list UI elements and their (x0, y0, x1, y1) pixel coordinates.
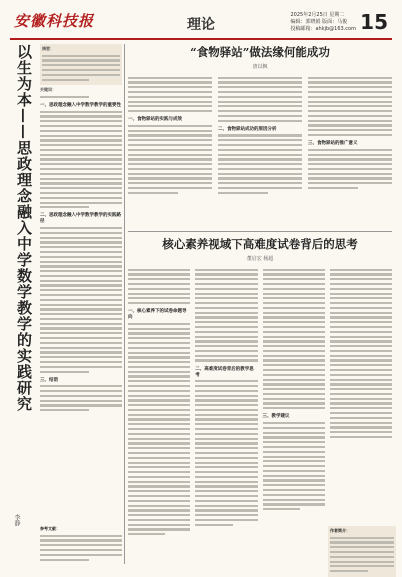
bottom-article-subhead-2: 二、高难度试卷背后的教学思考 (195, 366, 254, 378)
keywords (40, 87, 122, 98)
top-article-byline: 唐以枫 (252, 64, 268, 70)
bottom-article-subhead-1: 一、核心素养下的试卷命题导向 (128, 309, 187, 321)
left-article-title: 以生为本——思政理念融入中学数学教学的实践研究 (15, 44, 33, 412)
top-article-subhead-2: 二、食物驿站成功的原因分析 (218, 126, 277, 132)
masthead (10, 6, 392, 40)
bottom-article-subhead-3: 三、教学建议 (262, 414, 290, 420)
left-article-author: 李静 (13, 514, 20, 526)
issue-date: 2025年2月25日 星期二 (290, 12, 345, 18)
bottom-article-columns (128, 266, 392, 538)
left-section-heading-3: 三、结语 (40, 377, 58, 383)
masthead-rule (10, 38, 392, 40)
top-article (128, 44, 392, 229)
keywords-label: 关键词： (40, 87, 56, 93)
references (40, 526, 122, 563)
page-number: 15 (360, 10, 388, 34)
bottom-article-byline: 董启宏 杨超 (246, 256, 274, 262)
issue-editors: 编辑：郭晓娟 版面：马俊 (290, 19, 348, 25)
top-article-subhead-3: 三、食物驿站的推广意义 (308, 141, 358, 147)
section-title: 理论 (187, 17, 215, 33)
abstract-label: 摘要： (42, 46, 54, 51)
author-intro-label: 作者简介： (330, 528, 350, 533)
author-intro-box (328, 526, 396, 577)
bottom-article-headline: 核心素养视域下高难度试卷背后的思考 (162, 237, 358, 251)
left-section-heading-2: 二、思政理念融入中学数学教学的实践路径 (40, 213, 121, 225)
top-article-headline: “食物驿站”做法缘何能成功 (190, 45, 330, 59)
article-divider (128, 231, 392, 232)
issue-info (290, 12, 356, 33)
column-divider (124, 44, 125, 564)
left-article-body (40, 44, 122, 564)
issue-email: 投稿邮箱：ahkjb@163.com (290, 26, 356, 32)
newspaper-logo: 安徽科技报 (14, 12, 95, 30)
bottom-article (128, 236, 392, 566)
references-label: 参考文献： (40, 526, 60, 531)
top-article-columns (128, 74, 392, 197)
left-article (10, 44, 122, 564)
abstract-box (40, 44, 122, 85)
left-section-heading-1: 一、思政理念融入中学数学教学的重要性 (40, 103, 121, 109)
top-article-subhead-1: 一、食物驿站的实践与成效 (128, 117, 182, 123)
